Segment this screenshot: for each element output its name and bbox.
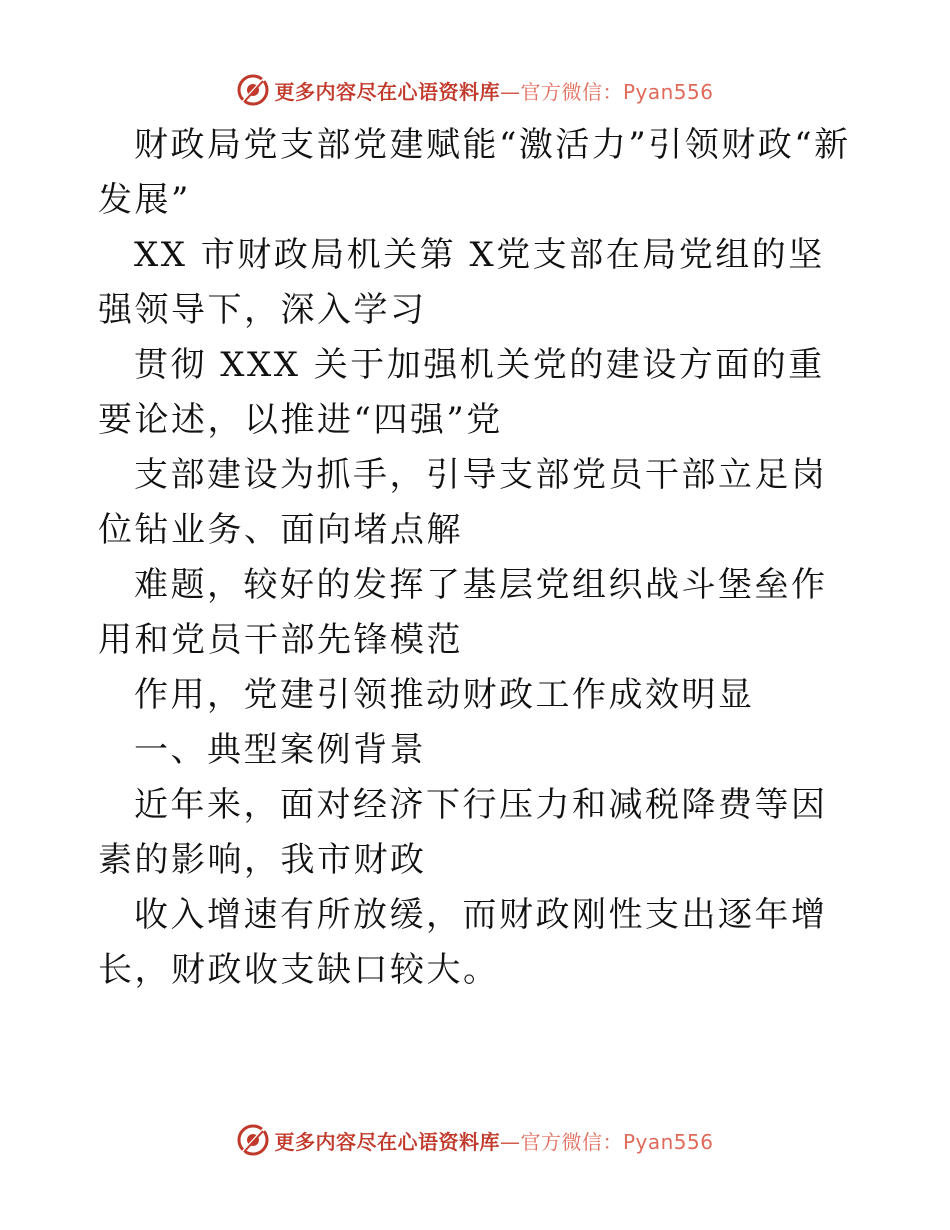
paragraph: 难题，较好的发挥了基层党组织战斗堡垒作用和党员干部先锋模范	[98, 565, 828, 660]
paragraph: 作用，党建引领推动财政工作成效明显	[134, 675, 755, 715]
paragraph: XX 市财政局机关第 X党支部在局党组的坚强领导下，深入学习	[98, 235, 825, 330]
watermark-dash: —	[499, 79, 521, 104]
document-title: 财政局党支部党建赋能“激活力”引领财政“新发展”	[98, 125, 851, 220]
paragraph: 贯彻 XXX 关于加强机关党的建设方面的重要论述，以推进“四强”党	[98, 345, 825, 440]
watermark-contact: 官方微信：Pyan556	[520, 1129, 714, 1154]
watermark-dash: —	[499, 1129, 521, 1154]
document-body	[98, 118, 858, 998]
logo-icon	[236, 73, 270, 107]
logo-icon	[236, 1123, 270, 1157]
header-watermark	[0, 70, 950, 110]
paragraph: 收入增速有所放缓，而财政刚性支出逐年增长，财政收支缺口较大。	[98, 895, 828, 990]
section-heading: 一、典型案例背景	[134, 730, 426, 770]
watermark-name: 更多内容尽在心语资料库	[274, 79, 500, 104]
footer-watermark	[0, 1120, 950, 1160]
watermark-contact: 官方微信：Pyan556	[520, 79, 714, 104]
watermark-name: 更多内容尽在心语资料库	[274, 1129, 500, 1154]
watermark-text	[274, 76, 713, 105]
watermark-text	[274, 1126, 713, 1155]
paragraph: 支部建设为抓手，引导支部党员干部立足岗位钻业务、面向堵点解	[98, 455, 828, 550]
paragraph: 近年来，面对经济下行压力和减税降费等因素的影响，我市财政	[98, 785, 828, 880]
